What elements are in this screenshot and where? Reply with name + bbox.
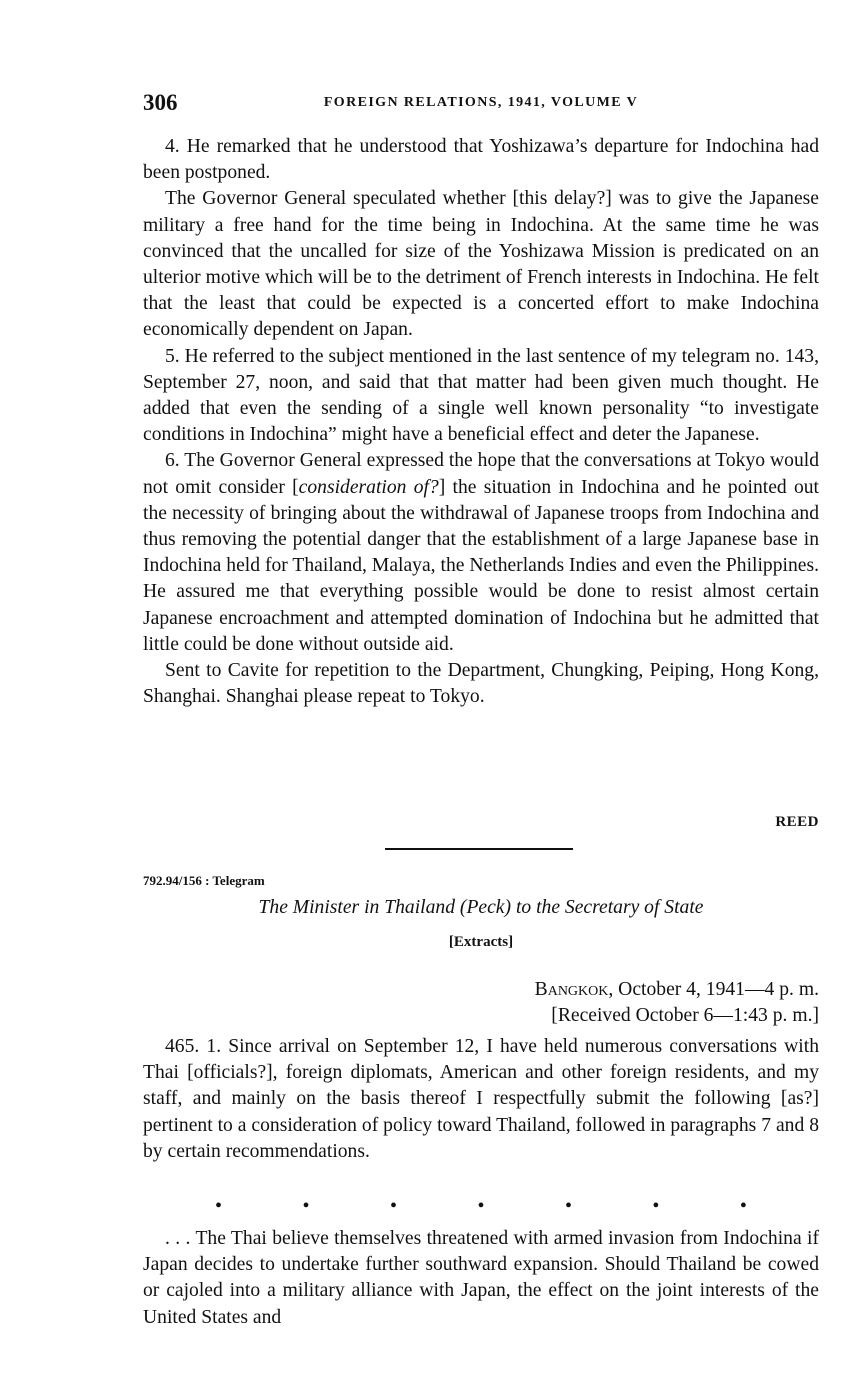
ellipsis-dots bbox=[143, 1196, 819, 1216]
paragraph-465-1: 465. 1. Since arrival on September 12, I have held numerous conversations with Thai [officials?], foreign diplomats, American and other foreign residents, and my staff, and mainly on the basis thereof I respectfully submit the following [as?] pertinent to a consideration of policy toward Thailand, followed in paragraphs 7 and 8 by certain recommendations. bbox=[143, 1036, 819, 1162]
paragraph-6-text-a: 6. The Governor General expressed the hope that the conversations at Tokyo would not omit consider [ bbox=[143, 450, 819, 498]
paragraph-governor-speculation: The Governor General speculated whether [this delay?] was to give the Japanese military a free hand for the time being in Indochina. At the same time he was convinced that the uncalled for size of the Yoshizawa Mission is predicated on an ulterior motive which will be to the detriment of French interests in Indochina. He felt that the least that could be expected is a concerted effort to make Indochina economically dependent on Japan. bbox=[143, 188, 819, 341]
dateline-place: Bangkok, bbox=[534, 979, 614, 1000]
dateline-sent bbox=[143, 977, 819, 1003]
running-head: FOREIGN RELATIONS, 1941, VOLUME V bbox=[323, 95, 639, 110]
paragraph-4: 4. He remarked that he understood that Yoshizawa’s departure for Indochina had been postponed. bbox=[143, 136, 819, 184]
page-header bbox=[143, 90, 819, 122]
section-divider bbox=[385, 848, 573, 850]
paragraph-6-italic: consideration of? bbox=[298, 476, 439, 498]
page-number: 306 bbox=[143, 90, 178, 115]
title-part-3: to the Secretary of State bbox=[515, 897, 704, 918]
file-reference: 792.94/156 : Telegram bbox=[143, 873, 265, 888]
title-part-2: Peck bbox=[466, 897, 505, 918]
ellipsis-dot: • bbox=[477, 1195, 485, 1217]
telegram-465-body bbox=[143, 1034, 819, 1165]
dateline-received: [Received October 6—1:43 p. m.] bbox=[551, 1005, 819, 1027]
paragraph-6-text-b: ] the situation in Indochina and he pointed out the necessity of bringing about the withdrawal of Japanese troops from Indochina and thus removing the potential danger that the establishment of a large Japanese base in Indochina held for Thailand, Malaya, the Netherlands Indies and even the Philippines. He assured me that everything possible would be done to resist almost certain Japanese encroachment and attempted domination of Indochina but he admitted that little could be done without outside aid. bbox=[143, 476, 819, 655]
dateline bbox=[143, 977, 819, 1029]
ellipsis-dot: • bbox=[389, 1195, 397, 1217]
signature: REED bbox=[775, 814, 819, 830]
document-title: The Minister in Thailand (Peck) to the Secretary of State bbox=[258, 897, 704, 918]
dateline-date: October 4, 1941—4 p. m. bbox=[613, 979, 819, 1000]
telegram-body-continued bbox=[143, 134, 819, 710]
ellipsis-dot: • bbox=[739, 1195, 747, 1217]
title-part-1: The Minister in Thailand bbox=[258, 897, 455, 918]
extracts-label: [Extracts] bbox=[448, 934, 514, 950]
ellipsis-dot: • bbox=[302, 1195, 310, 1217]
paragraph-sent-to: Sent to Cavite for repetition to the Department, Chungking, Peiping, Hong Kong, Shanghai. Shanghai please repeat to Tokyo. bbox=[143, 660, 819, 708]
telegram-465-continued bbox=[143, 1226, 819, 1331]
paragraph-5: 5. He referred to the subject mentioned in the last sentence of my telegram no. 143, September 27, noon, and said that that matter had been given much thought. He added that even the sending of a single well known personality “to investigate conditions in Indochina” might have a beneficial effect and deter the Japanese. bbox=[143, 345, 819, 446]
paragraph-6 bbox=[143, 448, 819, 658]
ellipsis-dot: • bbox=[564, 1195, 572, 1217]
ellipsis-dot: • bbox=[215, 1195, 223, 1217]
paragraph-thai-threat: . . . The Thai believe themselves threatened with armed invasion from Indochina if Japan decides to undertake further southward expansion. Should Thailand be cowed or cajoled into a military alliance with Japan, the effect on the joint interests of the United States and bbox=[143, 1228, 819, 1328]
ellipsis-dot: • bbox=[652, 1195, 660, 1217]
